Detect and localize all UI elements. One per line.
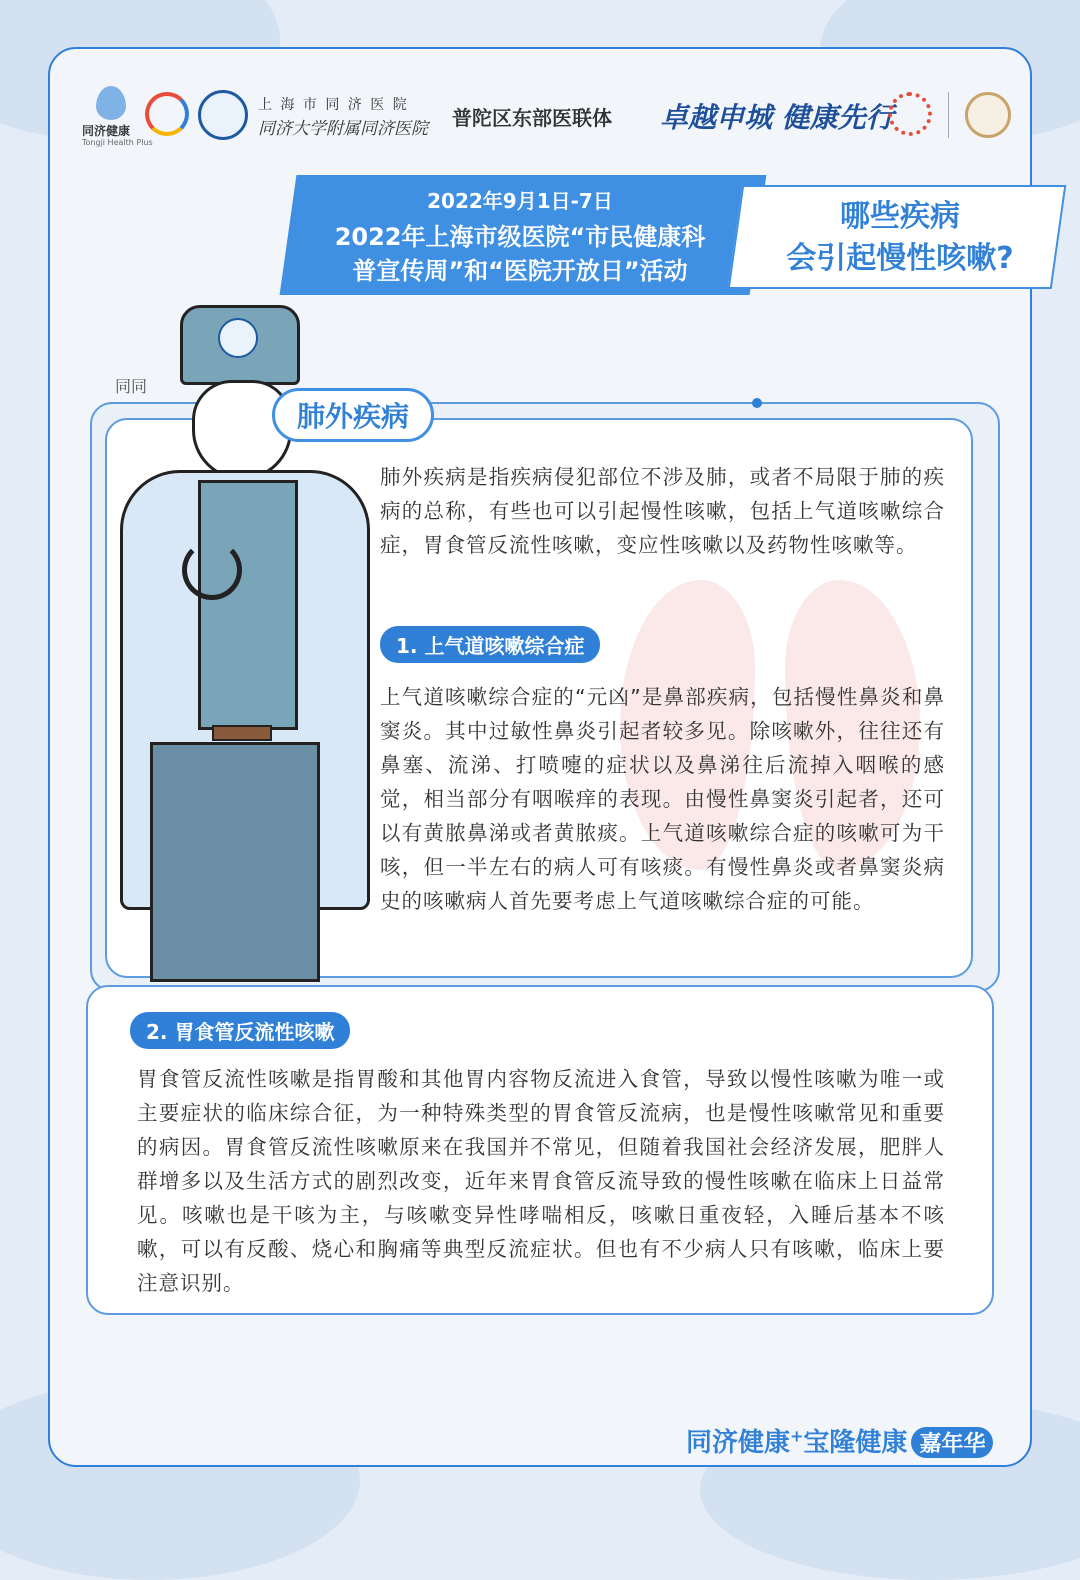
- stethoscope-icon: [182, 540, 242, 600]
- footer-brand2: 宝隆健康: [803, 1428, 908, 1458]
- hospital-name-line2: 同济大学附属同济医院: [258, 119, 428, 139]
- alliance-name: 普陀区东部医联体: [452, 106, 612, 130]
- footer-brand1: 同济健康: [686, 1428, 791, 1458]
- emblem-logo-icon: [965, 92, 1011, 138]
- decor-dot: [752, 398, 762, 408]
- character-label: 同同: [115, 377, 148, 396]
- festival-logo-icon: [888, 92, 932, 136]
- event-title-line1: 2022年上海市级医院“市民健康科: [334, 223, 706, 251]
- event-date: 2022年9月1日-7日: [427, 189, 613, 213]
- doctor-pants: [150, 742, 320, 982]
- cap-emblem-icon: [218, 318, 258, 358]
- event-title-line2: 普宣传周”和“医院开放日”活动: [352, 257, 688, 285]
- footer-plus: +: [790, 1426, 804, 1446]
- doctor-belt: [212, 725, 272, 741]
- event-banner-text: [300, 185, 740, 288]
- hospital-name-line1: 上 海 市 同 济 医 院: [258, 97, 409, 113]
- swirl-logo-icon: [145, 92, 189, 136]
- footer-brand: [686, 1422, 993, 1459]
- subsection1-text: 上气道咳嗽综合症的“元凶”是鼻部疾病，包括慢性鼻炎和鼻窦炎。其中过敏性鼻炎引起者较多见。除咳嗽外，往往还有鼻塞、流涕、打喷嚏的症状以及鼻涕往后流掉入咽喉的感觉，相当部分有咽喉痒的表现。由慢性鼻窦炎引起者，还可以有黄脓鼻涕或者黄脓痰。上气道咳嗽综合症的咳嗽可为干咳，但一半左右的病人可有咳痰。有慢性鼻炎或者鼻窦炎病史的咳嗽病人首先要考虑上气道咳嗽综合症的可能。: [380, 685, 945, 913]
- divider: [948, 92, 949, 138]
- hospital-seal-icon: [198, 90, 248, 140]
- question-line2: 会引起慢性咳嗽?: [786, 241, 1014, 276]
- logo-caption: 同济健康: [82, 124, 131, 138]
- water-drop-logo-icon: [96, 86, 126, 120]
- section1-title: 肺外疾病: [272, 388, 434, 442]
- subsection2-title: 2. 胃食管反流性咳嗽: [130, 1012, 350, 1049]
- slogan: 卓越申城 健康先行: [660, 101, 894, 134]
- footer-badge: 嘉年华: [911, 1427, 993, 1458]
- logo-subcaption: Tongji Health Plus: [82, 138, 153, 147]
- doctor-shirt: [198, 480, 298, 730]
- question-text: [750, 196, 1050, 280]
- section1-intro: 肺外疾病是指疾病侵犯部位不涉及肺，或者不局限于肺的疾病的总称，有些也可以引起慢性咳嗽，包括上气道咳嗽综合症，胃食管反流性咳嗽，变应性咳嗽以及药物性咳嗽等。: [380, 465, 945, 557]
- subsection1-title: 1. 上气道咳嗽综合症: [380, 626, 600, 663]
- subsection2-text: 胃食管反流性咳嗽是指胃酸和其他胃内容物反流进入食管，导致以慢性咳嗽为唯一或主要症状的临床综合征，为一种特殊类型的胃食管反流病，也是慢性咳嗽常见和重要的病因。胃食管反流性咳嗽原来在我国并不常见，但随着我国社会经济发展，肥胖人群增多以及生活方式的剧烈改变，近年来胃食管反流导致的慢性咳嗽在临床上日益常见。咳嗽也是干咳为主，与咳嗽变异性哮喘相反，咳嗽日重夜轻，入睡后基本不咳嗽，可以有反酸、烧心和胸痛等典型反流症状。但也有不少病人只有咳嗽，临床上要注意识别。: [137, 1067, 945, 1295]
- question-line1: 哪些疾病: [840, 199, 960, 234]
